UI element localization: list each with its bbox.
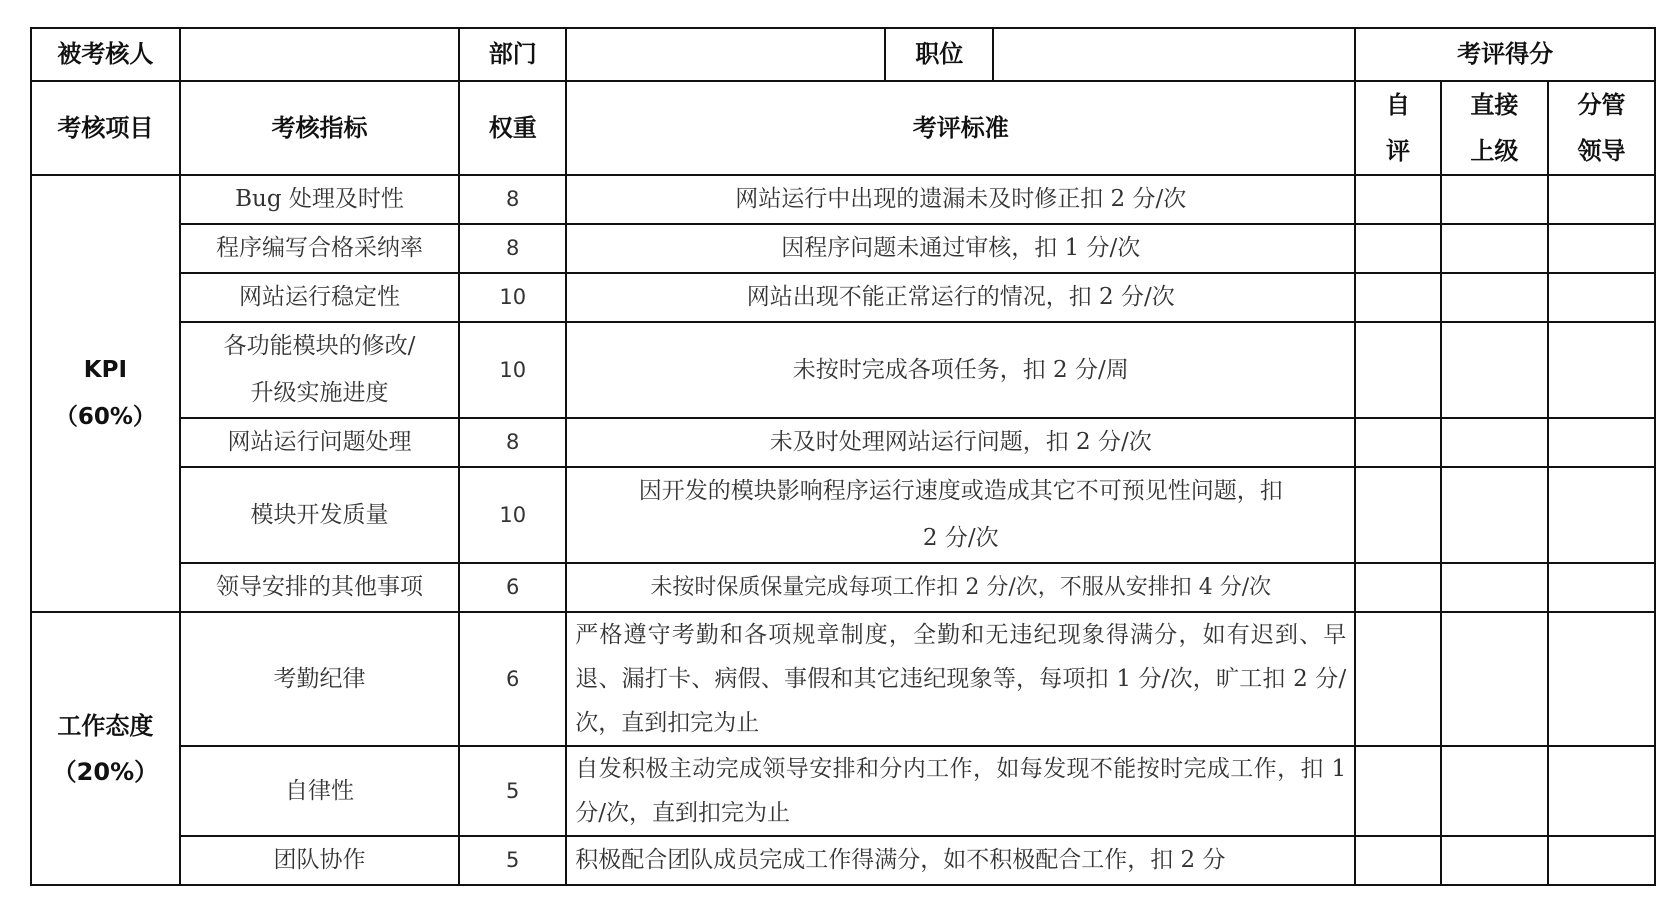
table-row <box>31 563 1655 612</box>
lead-score-cell[interactable] <box>1548 273 1655 322</box>
indicator-cell: 网站运行稳定性 <box>180 273 459 322</box>
standard-cell <box>566 467 1355 563</box>
standard-cell: 网站运行中出现的遗漏未及时修正扣 2 分/次 <box>566 175 1355 224</box>
weight-cell: 8 <box>459 224 566 273</box>
person-label: 被考核人 <box>31 28 180 81</box>
standard-cell: 网站出现不能正常运行的情况，扣 2 分/次 <box>566 273 1355 322</box>
direct-score-cell[interactable] <box>1441 746 1548 836</box>
self-score-cell[interactable] <box>1355 418 1441 467</box>
table-row <box>31 224 1655 273</box>
position-label: 职位 <box>885 28 993 81</box>
self-score-cell[interactable] <box>1355 224 1441 273</box>
lead-score-cell[interactable] <box>1548 563 1655 612</box>
table-row <box>31 175 1655 224</box>
col-direct-line1: 直接 <box>1470 91 1519 119</box>
weight-cell: 6 <box>459 612 566 746</box>
standard-cell: 严格遵守考勤和各项规章制度，全勤和无违纪现象得满分，如有迟到、早退、漏打卡、病假、事假和其它违纪现象等，每项扣 1 分/次，旷工扣 2 分/次，直到扣完为止 <box>566 612 1355 746</box>
indicator-cell: 领导安排的其他事项 <box>180 563 459 612</box>
col-lead <box>1548 81 1655 175</box>
direct-score-cell[interactable] <box>1441 563 1548 612</box>
col-self-line2: 评 <box>1386 137 1411 165</box>
column-header-row <box>31 81 1655 175</box>
standard-cell: 未及时处理网站运行问题，扣 2 分/次 <box>566 418 1355 467</box>
col-self <box>1355 81 1441 175</box>
table-row <box>31 322 1655 418</box>
table-row <box>31 273 1655 322</box>
lead-score-cell[interactable] <box>1548 175 1655 224</box>
indicator-cell: 模块开发质量 <box>180 467 459 563</box>
group-attitude <box>31 612 180 885</box>
person-field[interactable] <box>180 28 459 81</box>
indicator-cell: 程序编写合格采纳率 <box>180 224 459 273</box>
table-row <box>31 836 1655 885</box>
standard-cell: 未按时保质保量完成每项工作扣 2 分/次，不服从安排扣 4 分/次 <box>566 563 1355 612</box>
assessment-form <box>30 27 1656 886</box>
standard-line2: 2 分/次 <box>922 525 999 551</box>
lead-score-cell[interactable] <box>1548 746 1655 836</box>
standard-cell: 未按时完成各项任务，扣 2 分/周 <box>566 322 1355 418</box>
col-lead-line1: 分管 <box>1577 91 1626 119</box>
direct-score-cell[interactable] <box>1441 224 1548 273</box>
lead-score-cell[interactable] <box>1548 836 1655 885</box>
indicator-line2: 升级实施进度 <box>250 380 389 406</box>
weight-cell: 5 <box>459 746 566 836</box>
group-attitude-line2: （20%） <box>52 757 159 786</box>
standard-cell: 积极配合团队成员完成工作得满分，如不积极配合工作，扣 2 分 <box>566 836 1355 885</box>
self-score-cell[interactable] <box>1355 467 1441 563</box>
indicator-cell: 团队协作 <box>180 836 459 885</box>
lead-score-cell[interactable] <box>1548 467 1655 563</box>
lead-score-cell[interactable] <box>1548 612 1655 746</box>
weight-cell: 10 <box>459 467 566 563</box>
standard-cell: 自发积极主动完成领导安排和分内工作，如每发现不能按时完成工作，扣 1 分/次，直到扣完为止 <box>566 746 1355 836</box>
weight-cell: 5 <box>459 836 566 885</box>
direct-score-cell[interactable] <box>1441 612 1548 746</box>
direct-score-cell[interactable] <box>1441 467 1548 563</box>
lead-score-cell[interactable] <box>1548 418 1655 467</box>
indicator-line1: 各功能模块的修改/ <box>223 333 416 359</box>
col-indicator: 考核指标 <box>180 81 459 175</box>
table-row <box>31 467 1655 563</box>
weight-cell: 10 <box>459 322 566 418</box>
col-standard: 考评标准 <box>566 81 1355 175</box>
weight-cell: 8 <box>459 418 566 467</box>
position-field[interactable] <box>993 28 1355 81</box>
dept-field[interactable] <box>566 28 885 81</box>
col-item: 考核项目 <box>31 81 180 175</box>
col-self-line1: 自 <box>1386 91 1411 119</box>
self-score-cell[interactable] <box>1355 746 1441 836</box>
col-direct-line2: 上级 <box>1470 137 1519 165</box>
indicator-cell: Bug 处理及时性 <box>180 175 459 224</box>
indicator-cell: 考勤纪律 <box>180 612 459 746</box>
direct-score-cell[interactable] <box>1441 322 1548 418</box>
score-label: 考评得分 <box>1355 28 1655 81</box>
self-score-cell[interactable] <box>1355 175 1441 224</box>
lead-score-cell[interactable] <box>1548 224 1655 273</box>
direct-score-cell[interactable] <box>1441 836 1548 885</box>
self-score-cell[interactable] <box>1355 563 1441 612</box>
direct-score-cell[interactable] <box>1441 418 1548 467</box>
header-row <box>31 28 1655 81</box>
lead-score-cell[interactable] <box>1548 322 1655 418</box>
self-score-cell[interactable] <box>1355 322 1441 418</box>
col-lead-line2: 领导 <box>1577 137 1626 165</box>
indicator-cell: 自律性 <box>180 746 459 836</box>
standard-cell: 因程序问题未通过审核，扣 1 分/次 <box>566 224 1355 273</box>
table-row <box>31 612 1655 746</box>
indicator-cell: 网站运行问题处理 <box>180 418 459 467</box>
self-score-cell[interactable] <box>1355 273 1441 322</box>
weight-cell: 8 <box>459 175 566 224</box>
dept-label: 部门 <box>459 28 566 81</box>
kpi-table <box>30 27 1656 886</box>
self-score-cell[interactable] <box>1355 612 1441 746</box>
direct-score-cell[interactable] <box>1441 175 1548 224</box>
standard-line1: 因开发的模块影响程序运行速度或造成其它不可预见性问题，扣 <box>638 478 1283 504</box>
indicator-cell <box>180 322 459 418</box>
direct-score-cell[interactable] <box>1441 273 1548 322</box>
self-score-cell[interactable] <box>1355 836 1441 885</box>
group-attitude-line1: 工作态度 <box>57 711 154 740</box>
table-row <box>31 746 1655 836</box>
col-direct <box>1441 81 1548 175</box>
weight-cell: 6 <box>459 563 566 612</box>
table-row <box>31 418 1655 467</box>
weight-cell: 10 <box>459 273 566 322</box>
group-kpi: KPI（60%） <box>31 175 180 612</box>
col-weight: 权重 <box>459 81 566 175</box>
